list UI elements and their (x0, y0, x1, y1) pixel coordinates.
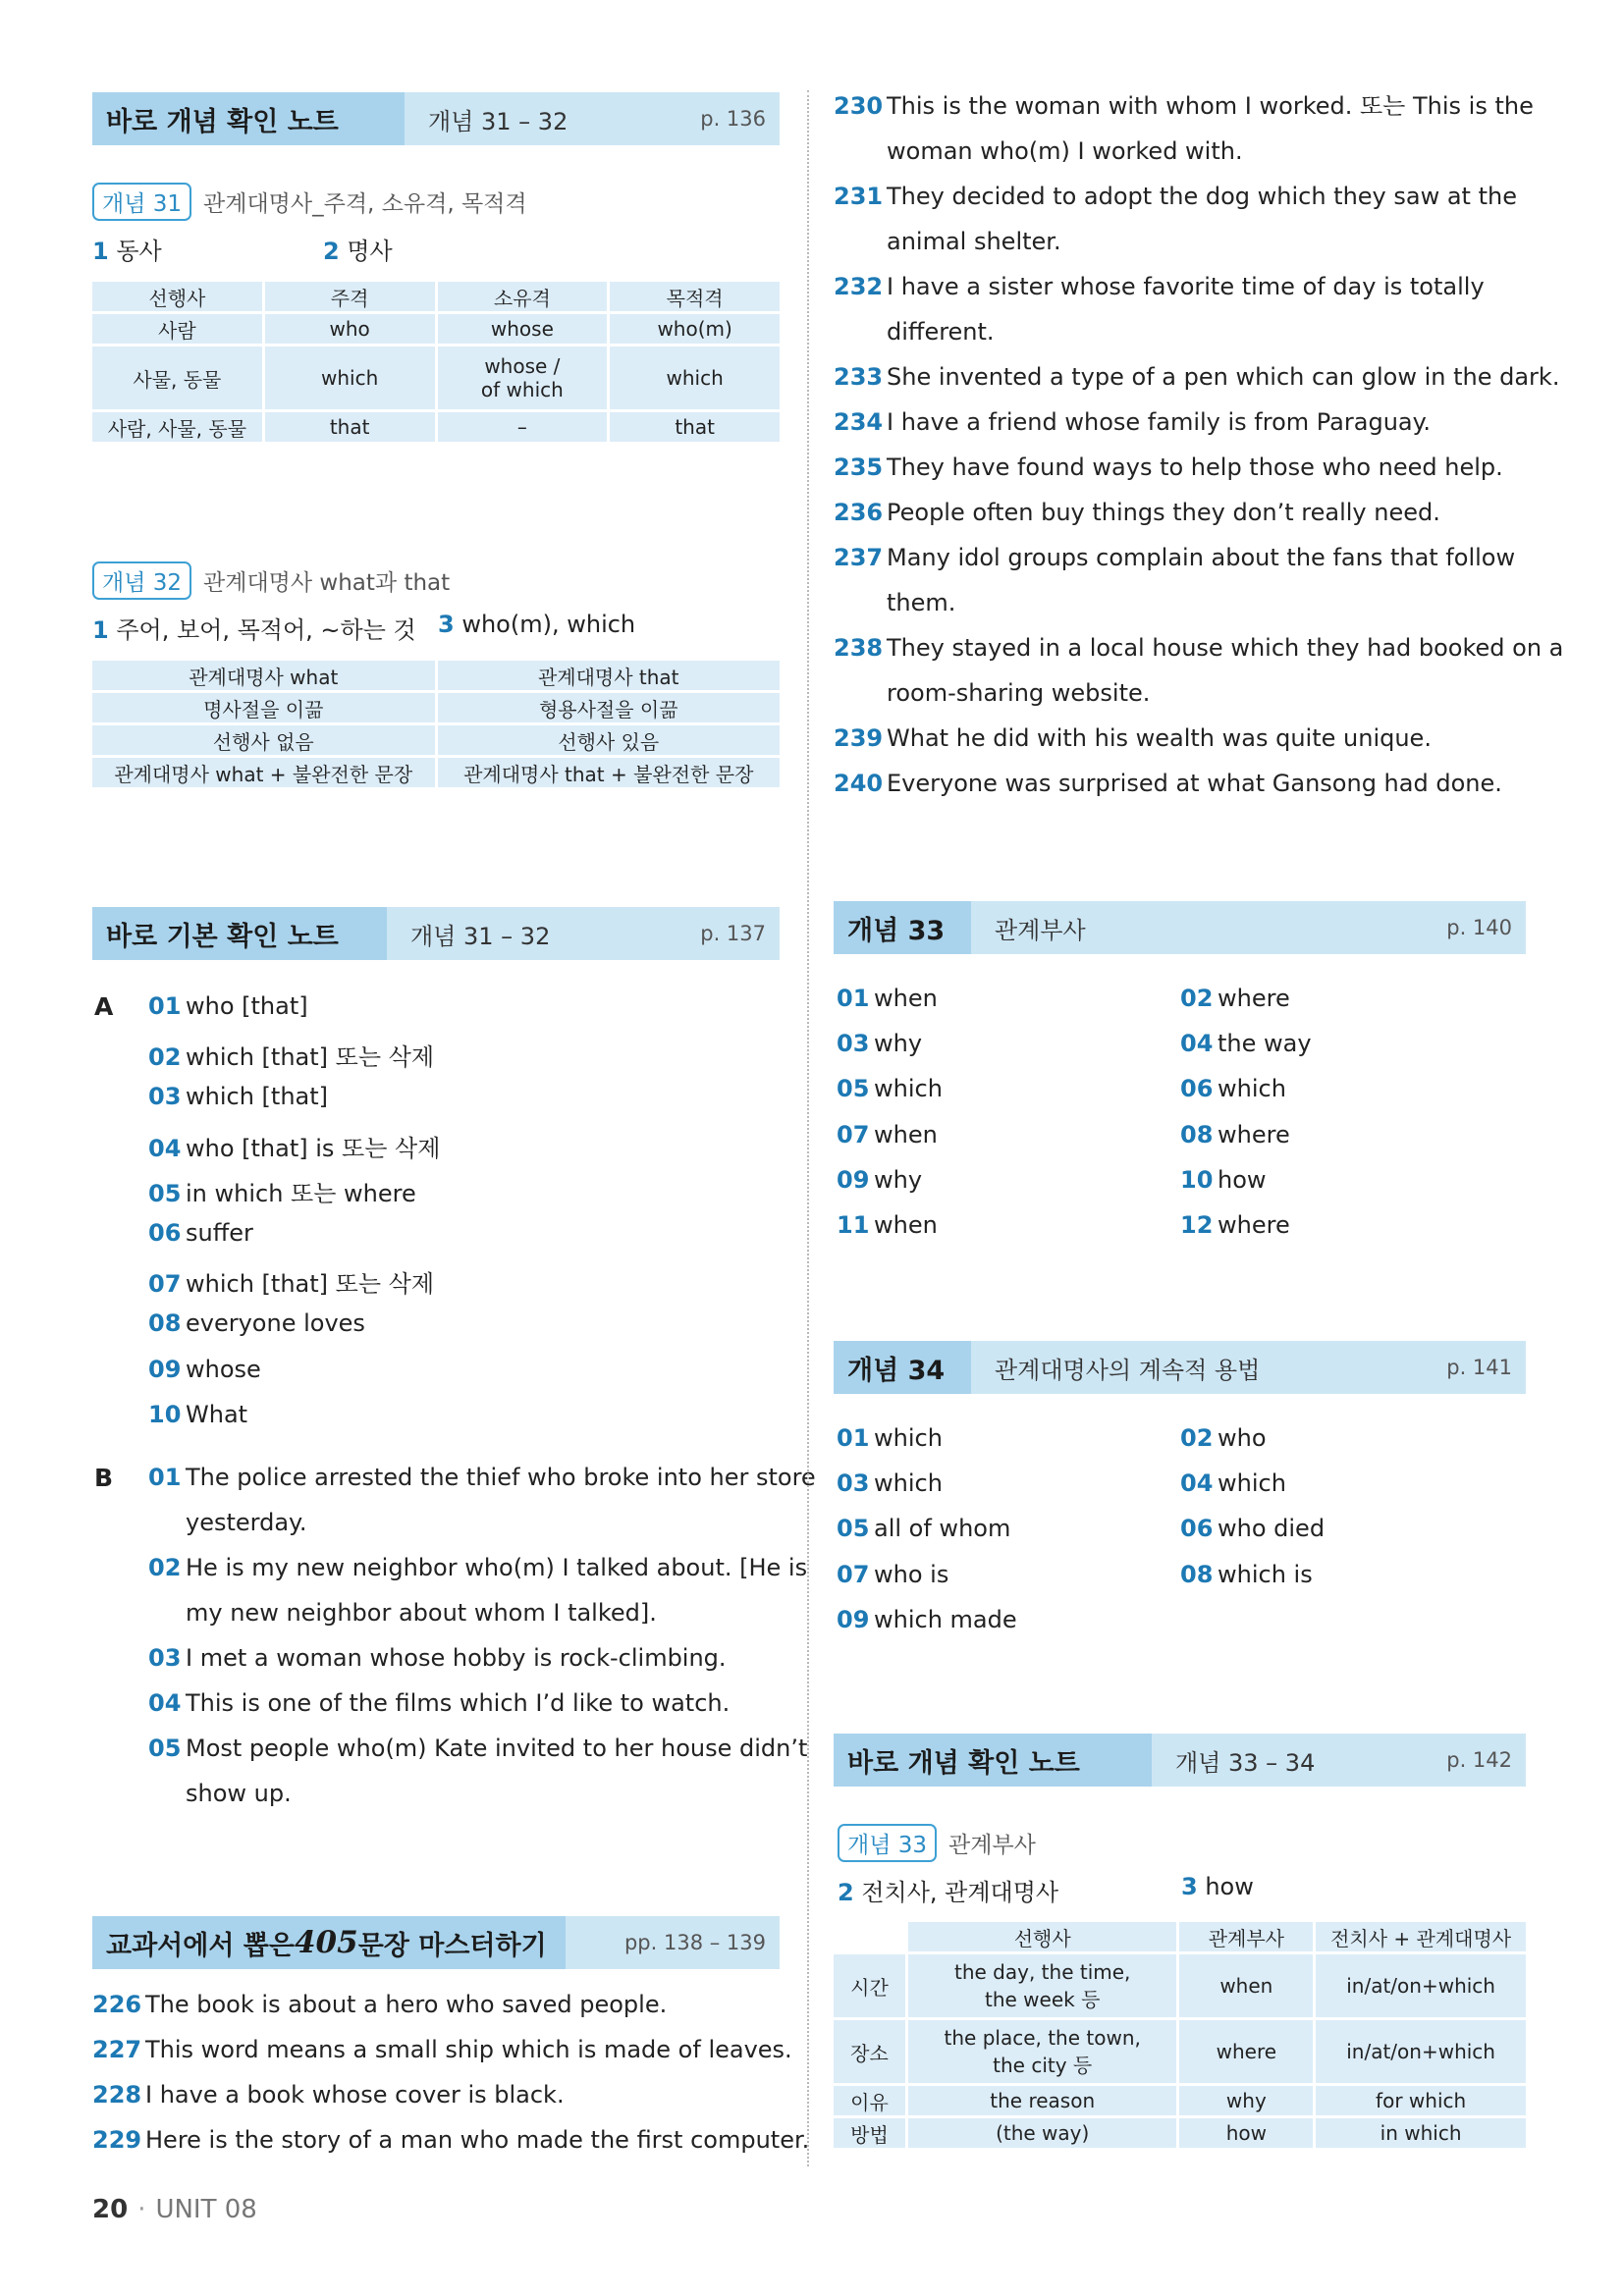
item-text: which (874, 1469, 943, 1498)
sentence-text: She invented a type of a pen which can glow in the dark. (887, 363, 1560, 391)
sentence-master-header (92, 1916, 780, 1969)
item-number: 02 (1180, 1424, 1214, 1452)
table-cell: 사물, 동물 (92, 347, 262, 409)
list-item (1180, 1211, 1290, 1239)
item-text: who is (874, 1560, 949, 1588)
sentence-text: Here is the story of a man who made the first computer. (145, 2126, 810, 2154)
item-text: who [that] is 또는 삭제 (186, 1134, 441, 1162)
table-cell: when (1179, 1954, 1313, 2017)
concept-title: 관계대명사_주격, 소유격, 목적격 (203, 191, 527, 217)
table-cell: 주격 (265, 282, 435, 311)
concept-34-header (834, 1341, 1526, 1394)
item-text: This is one of the films which I’d like to watch. (186, 1689, 731, 1717)
list-item (837, 1121, 938, 1148)
relative-adverb-table (831, 1919, 1529, 2151)
item-text: when (874, 985, 938, 1012)
item-text: which made (874, 1605, 1017, 1633)
concept-tag: 개념 32 (92, 561, 191, 600)
item-number: 07 (148, 1270, 182, 1299)
list-item (837, 985, 938, 1012)
concept-topic: 관계대명사의 계속적 용법 (995, 1356, 1261, 1384)
sentence-item (834, 354, 1559, 400)
item-number: 05 (148, 1735, 182, 1762)
item-text: who died (1218, 1515, 1326, 1543)
item-text: everyone loves (186, 1309, 365, 1338)
item-text: the way (1218, 1030, 1312, 1058)
table-cell: 전치사 + 관계대명사 (1316, 1922, 1526, 1951)
page-footer: 20 · UNIT 08 (92, 2195, 257, 2224)
concept-title: 관계대명사 what과 that (203, 570, 451, 596)
list-item (148, 1401, 247, 1428)
table-cell: for which (1316, 2086, 1526, 2115)
page-ref: p. 140 (1446, 916, 1512, 939)
concept-33-answer-3: 3 how (1181, 1873, 1254, 1900)
table-cell: – (438, 412, 608, 442)
item-text: which is (1218, 1560, 1313, 1588)
concept-33-subheading (838, 1824, 1036, 1862)
concept-31-heading (92, 183, 527, 221)
sentence-number: 229 (92, 2126, 142, 2154)
sentence-text: The book is about a hero who saved people. (145, 1991, 668, 2018)
table-cell (834, 1922, 905, 1951)
item-text: The police arrested the thief who broke into her store (186, 1464, 816, 1491)
sentence-number: 234 (834, 408, 884, 436)
sentence-text: I have a book whose cover is black. (145, 2081, 565, 2109)
item-number: 02 (1180, 985, 1214, 1012)
table-cell: 시간 (834, 1954, 905, 2017)
list-item-continued: my new neighbor about whom I talked]. (186, 1599, 657, 1627)
list-item (148, 1129, 440, 1163)
sentence-continued: woman who(m) I worked with. (887, 137, 1243, 165)
item-text: where (1218, 985, 1290, 1012)
list-item (837, 1606, 1017, 1633)
item-text: He is my new neighbor who(m) I talked about. [He is (186, 1554, 808, 1581)
sentence-text: What he did with his wealth was quite unique. (887, 724, 1432, 752)
section-title: 바로 개념 확인 노트 (92, 92, 405, 145)
item-number: 03 (837, 1030, 870, 1058)
list-item (148, 1038, 434, 1072)
item-number: 07 (837, 1120, 870, 1148)
item-text: who [that] (186, 992, 308, 1020)
sentence-text: I have a friend whose family is from Paraguay. (887, 408, 1432, 436)
list-item (837, 1166, 922, 1194)
list-item (1180, 1424, 1267, 1452)
relative-pronoun-table (89, 279, 783, 445)
table-cell: 관계대명사 that (438, 661, 781, 690)
page-ref: p. 136 (700, 107, 766, 131)
item-text: I met a woman whose hobby is rock-climbing. (186, 1644, 727, 1672)
item-number: 05 (837, 1075, 870, 1103)
sentence-number: 231 (834, 183, 884, 210)
concept-31-answer-2: 2 명사 (323, 238, 393, 265)
sentence-number: 226 (92, 1991, 142, 2018)
sentence-continued: animal shelter. (887, 228, 1061, 255)
item-number: 01 (148, 992, 182, 1020)
table-cell: whose / of which (438, 347, 608, 409)
table-row (834, 1954, 1526, 2017)
sentence-number: 230 (834, 92, 884, 120)
concept-range: 개념 31 – 32 (428, 107, 568, 135)
sentence-text: Everyone was surprised at what Gansong had done. (887, 770, 1502, 797)
item-number: 02 (148, 1043, 182, 1072)
item-number: 11 (837, 1211, 870, 1239)
list-item (837, 1561, 948, 1588)
section-title: 교과서에서 뽑은 405 문장 마스터하기 (92, 1916, 566, 1969)
list-item (148, 1644, 727, 1672)
item-text: in which 또는 where (186, 1179, 416, 1207)
item-text: who (1218, 1424, 1267, 1452)
sentence-number: 233 (834, 363, 884, 391)
sentence-item (834, 264, 1485, 354)
concept-33-header (834, 901, 1526, 954)
sentence-item (92, 2117, 809, 2163)
sentence-item (834, 761, 1502, 806)
concept-range: 개념 33 – 34 (1175, 1748, 1316, 1777)
column-divider (807, 90, 809, 2166)
table-row (92, 282, 780, 311)
sentence-continued: them. (887, 589, 956, 616)
item-text: where (1218, 1120, 1290, 1148)
list-item (148, 1083, 328, 1110)
table-cell: 관계대명사 what + 불완전한 문장 (92, 758, 435, 787)
list-item (148, 1735, 807, 1762)
table-row (834, 1922, 1526, 1951)
sentence-item (834, 490, 1440, 535)
item-number: 04 (1180, 1030, 1214, 1058)
item-number: 08 (148, 1309, 182, 1338)
page-ref: pp. 138 – 139 (566, 1916, 780, 1969)
sentence-number: 236 (834, 499, 884, 526)
table-cell: who (265, 314, 435, 344)
list-item (148, 1309, 365, 1337)
item-number: 04 (1180, 1469, 1214, 1498)
list-item (148, 992, 308, 1020)
list-item (1180, 1030, 1312, 1057)
table-cell: 선행사 있음 (438, 725, 781, 755)
table-row (834, 2086, 1526, 2115)
item-number: 01 (837, 985, 870, 1012)
list-item (1180, 1166, 1267, 1194)
item-text: which (874, 1075, 943, 1103)
table-cell: (the way) (908, 2118, 1177, 2148)
sentence-number: 237 (834, 544, 884, 571)
table-cell: the day, the time, the week 등 (908, 1954, 1177, 2017)
concept-topic: 관계부사 (995, 916, 1086, 944)
item-text: which [that] 또는 삭제 (186, 1043, 435, 1072)
list-item (837, 1424, 943, 1452)
sentence-text: They have found ways to help those who need help. (887, 454, 1503, 481)
table-row (92, 725, 780, 755)
table-cell: 사람, 사물, 동물 (92, 412, 262, 442)
table-cell: 명사절을 이끎 (92, 693, 435, 722)
table-cell: in/at/on+which (1316, 2020, 1526, 2083)
list-item (837, 1211, 938, 1239)
sentence-number: 238 (834, 634, 884, 662)
item-number: 10 (1180, 1165, 1214, 1194)
concept-title: 관계부사 (948, 1833, 1036, 1858)
sentence-item (834, 625, 1563, 716)
page-ref: p. 142 (1446, 1748, 1512, 1772)
item-text: whose (186, 1355, 261, 1383)
item-number: 03 (837, 1469, 870, 1498)
sentence-text: I have a sister whose favorite time of day is totally (887, 273, 1485, 300)
item-text: which [that] (186, 1083, 329, 1111)
item-text: Most people who(m) Kate invited to her house didn’t (186, 1735, 808, 1762)
sentence-number: 232 (834, 273, 884, 300)
table-cell: where (1179, 2020, 1313, 2083)
list-item (837, 1469, 943, 1497)
list-item-continued: yesterday. (186, 1509, 307, 1536)
list-item (148, 1689, 730, 1717)
item-number: 12 (1180, 1211, 1214, 1239)
sentence-item (834, 716, 1432, 761)
list-item (1180, 1561, 1313, 1588)
table-row (92, 412, 780, 442)
item-text: which (874, 1424, 943, 1452)
table-cell: 선행사 없음 (92, 725, 435, 755)
section-title: 바로 개념 확인 노트 (834, 1734, 1152, 1787)
item-number: 06 (1180, 1515, 1214, 1543)
table-cell: how (1179, 2118, 1313, 2148)
list-item (837, 1075, 943, 1102)
table-cell: in/at/on+which (1316, 1954, 1526, 2017)
list-item (1180, 1121, 1290, 1148)
concept-tag: 개념 31 (92, 183, 191, 221)
concept-32-answer-3: 3 who(m), which (438, 611, 636, 638)
sentence-number: 227 (92, 2036, 142, 2063)
table-cell: that (610, 412, 780, 442)
list-item (837, 1515, 1010, 1542)
item-text: which (1218, 1075, 1286, 1103)
table-cell: 소유격 (438, 282, 608, 311)
item-number: 04 (148, 1134, 182, 1162)
what-that-table (89, 658, 783, 790)
table-row (834, 2118, 1526, 2148)
concept-31-answers: 1 동사 (92, 238, 162, 265)
sentence-text: People often buy things they don’t really need. (887, 499, 1440, 526)
table-cell: which (265, 347, 435, 409)
item-number: 06 (1180, 1075, 1214, 1103)
item-number: 01 (148, 1464, 182, 1491)
list-item (148, 1464, 816, 1491)
item-number: 09 (837, 1165, 870, 1194)
sentence-item (834, 400, 1431, 445)
sentence-text: This word means a small ship which is made of leaves. (145, 2036, 792, 2063)
item-text: why (874, 1165, 923, 1194)
table-row (92, 693, 780, 722)
table-cell: 관계부사 (1179, 1922, 1313, 1951)
table-cell: 목적격 (610, 282, 780, 311)
section-title: 개념 33 (834, 901, 971, 954)
table-cell: whose (438, 314, 608, 344)
sentence-item (834, 535, 1515, 625)
table-cell: that (265, 412, 435, 442)
sentence-item (834, 174, 1517, 264)
item-text: when (874, 1211, 938, 1239)
item-number: 05 (148, 1179, 182, 1207)
table-cell: which (610, 347, 780, 409)
item-text: suffer (186, 1219, 253, 1247)
sentence-number: 240 (834, 770, 884, 797)
table-cell: 이유 (834, 2086, 905, 2115)
sentence-item (92, 2072, 565, 2117)
table-row (92, 758, 780, 787)
concept-33-answer-2: 2 전치사, 관계대명사 (838, 1879, 1059, 1906)
table-row (92, 314, 780, 344)
list-item (1180, 1469, 1286, 1497)
sentence-continued: room-sharing website. (887, 679, 1151, 707)
item-number: 05 (837, 1515, 870, 1543)
item-number: 03 (148, 1644, 182, 1672)
table-cell: 방법 (834, 2118, 905, 2148)
table-row (834, 2020, 1526, 2083)
sentence-text: Many idol groups complain about the fans that follow (887, 544, 1516, 571)
list-item (148, 1264, 434, 1299)
item-number: 09 (837, 1605, 870, 1633)
item-text: What (186, 1400, 248, 1428)
table-cell: why (1179, 2086, 1313, 2115)
item-number: 08 (1180, 1120, 1214, 1148)
sentence-number: 228 (92, 2081, 142, 2109)
sentence-item (834, 83, 1534, 174)
sentence-item (92, 2027, 792, 2072)
sentence-item (92, 1982, 667, 2027)
item-number: 10 (148, 1400, 182, 1428)
concept-32-answer-1: 1 주어, 보어, 목적어, ~하는 것 (92, 616, 416, 644)
table-cell: 선행사 (908, 1922, 1177, 1951)
table-cell: 사람 (92, 314, 262, 344)
section-title: 개념 34 (834, 1341, 971, 1394)
item-text: all of whom (874, 1515, 1011, 1543)
page-number: 20 (92, 2195, 129, 2224)
item-text: why (874, 1030, 923, 1058)
item-text: which (1218, 1469, 1286, 1498)
item-number: 08 (1180, 1560, 1214, 1588)
item-number: 02 (148, 1554, 182, 1581)
concept-check-header-2 (834, 1734, 1526, 1787)
item-number: 01 (837, 1424, 870, 1452)
table-cell: in which (1316, 2118, 1526, 2148)
list-item (1180, 1515, 1325, 1542)
basic-check-header (92, 907, 780, 960)
part-a-label: A (94, 992, 114, 1021)
table-cell: the reason (908, 2086, 1177, 2115)
part-b-label: B (94, 1464, 114, 1492)
item-text: when (874, 1120, 938, 1148)
item-number: 03 (148, 1083, 182, 1111)
item-number: 04 (148, 1689, 182, 1717)
item-text: how (1218, 1165, 1267, 1194)
item-number: 06 (148, 1219, 182, 1247)
table-cell: 관계대명사 that + 불완전한 문장 (438, 758, 781, 787)
sentence-continued: different. (887, 318, 995, 346)
sentence-text: They stayed in a local house which they had booked on a (887, 634, 1564, 662)
list-item (148, 1356, 261, 1383)
item-text: where (1218, 1211, 1290, 1239)
table-cell: 형용사절을 이끎 (438, 693, 781, 722)
table-cell: 관계대명사 what (92, 661, 435, 690)
list-item (1180, 985, 1290, 1012)
table-cell: the place, the town, the city 등 (908, 2020, 1177, 2083)
section-title: 바로 기본 확인 노트 (92, 907, 387, 960)
concept-tag: 개념 33 (838, 1824, 937, 1862)
sentence-number: 239 (834, 724, 884, 752)
list-item (148, 1219, 253, 1247)
sentence-text: This is the woman with whom I worked. 또는 This is the (887, 92, 1534, 120)
item-text: which [that] 또는 삭제 (186, 1270, 435, 1299)
sentence-text: They decided to adopt the dog which they saw at the (887, 183, 1517, 210)
item-number: 07 (837, 1560, 870, 1588)
concept-32-heading (92, 561, 450, 600)
list-item (148, 1554, 807, 1581)
concept-check-header-1 (92, 92, 780, 145)
list-item (148, 1174, 416, 1208)
sentence-item (834, 445, 1503, 490)
list-item (837, 1030, 922, 1057)
concept-range: 개념 31 – 32 (410, 922, 551, 950)
unit-label: UNIT 08 (155, 2195, 257, 2224)
table-row (92, 661, 780, 690)
table-cell: 장소 (834, 2020, 905, 2083)
table-cell: who(m) (610, 314, 780, 344)
sentence-number: 235 (834, 454, 884, 481)
table-cell: 선행사 (92, 282, 262, 311)
page-ref: p. 141 (1446, 1356, 1512, 1379)
list-item (1180, 1075, 1286, 1102)
table-row (92, 347, 780, 409)
item-number: 09 (148, 1355, 182, 1383)
list-item-continued: show up. (186, 1780, 292, 1807)
page-ref: p. 137 (700, 922, 766, 945)
